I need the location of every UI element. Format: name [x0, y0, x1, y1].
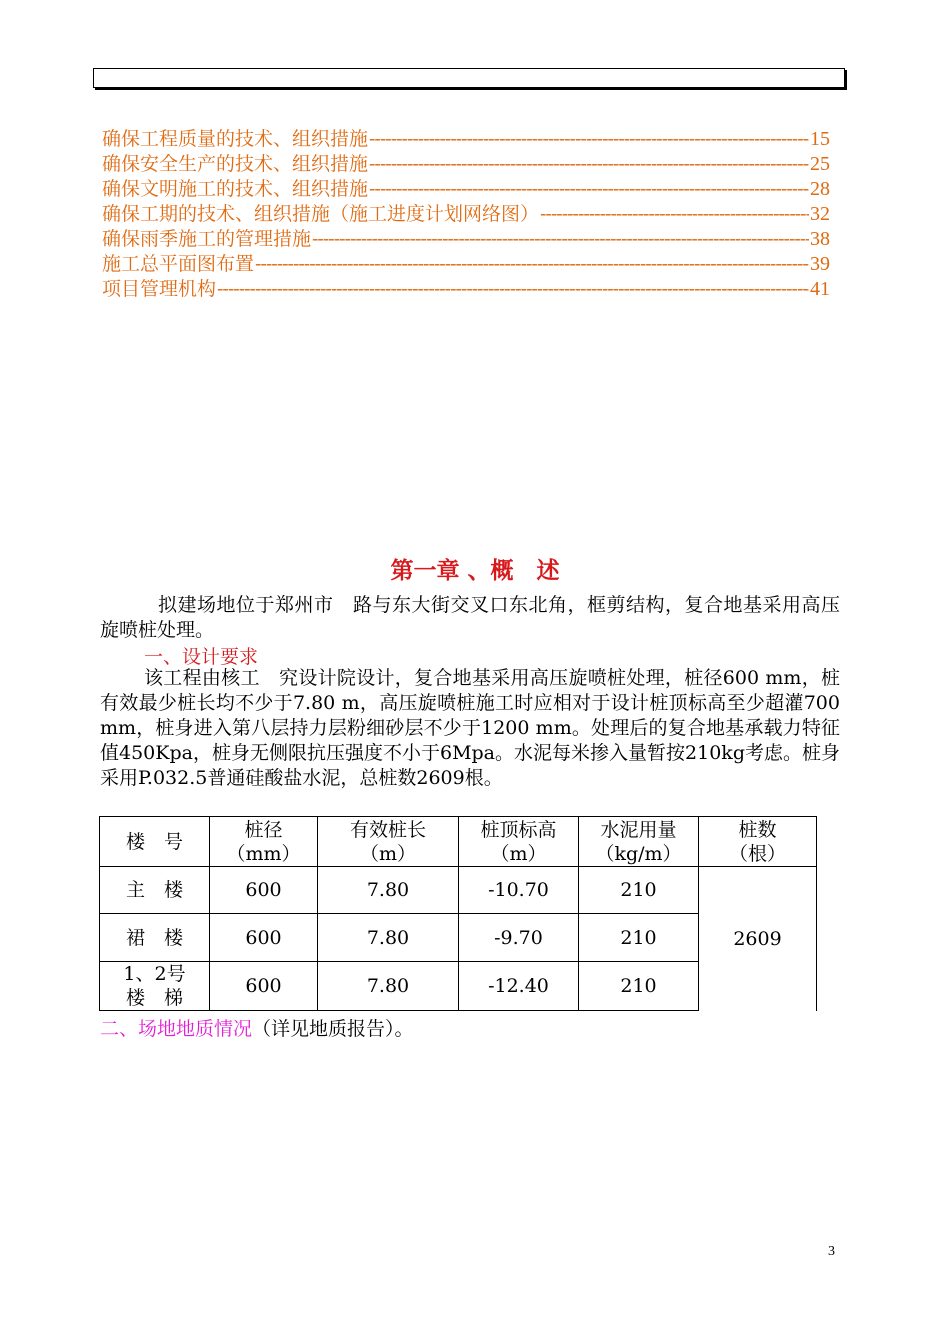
toc-entry-title: 项目管理机构: [102, 278, 217, 300]
length-cell: 7.80: [318, 867, 459, 914]
diameter-cell: 600: [210, 867, 318, 914]
table-row: [100, 867, 817, 914]
toc-entry-title: 确保工程质量的技术、组织措施: [102, 128, 369, 150]
chapter-title: 第一章 、概 述: [390, 558, 560, 584]
table-header-row: [100, 817, 817, 867]
toc-leader: [369, 178, 809, 200]
building-cell: 1、2号 楼 梯: [100, 962, 210, 1011]
cement-cell: 210: [579, 914, 699, 962]
section-heading-design: 一、设计要求: [144, 646, 259, 668]
toc-entry[interactable]: [102, 149, 830, 174]
pile-spec-table: [99, 816, 817, 1011]
toc-entry[interactable]: [102, 199, 830, 224]
design-requirements-paragraph: 该工程由核工 究设计院设计，复合地基采用高压旋喷桩处理，桩径600 mm，桩有效最少桩长均不少于7.80 m，高压旋喷桩施工时应相对于设计桩顶标高至少超灌700 mm，桩身进入第八层持力层粉细砂层不少于1200 mm。处理后的复合地基承载力特征值450Kpa，桩身无侧限抗压强度不小于6Mpa。水泥每米掺入量暂按210kg考虑。桩身采用P.032.5普通硅酸盐水泥，总桩数2609根。: [100, 667, 840, 789]
toc-entry[interactable]: [102, 124, 830, 149]
intro-paragraph: 拟建场地位于郑州市 路与东大街交叉口东北角，框剪结构，复合地基采用高压旋喷桩处理。: [100, 594, 840, 641]
toc-leader: [369, 153, 809, 175]
header-cell: 桩顶标高 （m）: [459, 817, 579, 867]
geology-heading-text: 二、场地地质情况: [100, 1018, 253, 1040]
header-cell: 桩径 （mm）: [210, 817, 318, 867]
toc-entry-page: 38: [810, 228, 830, 250]
toc-leader: [217, 278, 809, 300]
toc-entry[interactable]: [102, 274, 830, 299]
elevation-cell: -10.70: [459, 867, 579, 914]
toc-entry[interactable]: [102, 224, 830, 249]
table-of-contents: [102, 124, 830, 299]
section-heading-geology: [100, 1014, 414, 1041]
toc-entry-title: 确保安全生产的技术、组织措施: [102, 153, 369, 175]
header-cell: 桩数 （根）: [699, 817, 817, 867]
elevation-cell: -12.40: [459, 962, 579, 1011]
elevation-cell: -9.70: [459, 914, 579, 962]
toc-leader: [369, 128, 809, 150]
diameter-cell: 600: [210, 962, 318, 1011]
building-cell: 主 楼: [100, 867, 210, 914]
header-cell: 水泥用量 （kg/m）: [579, 817, 699, 867]
toc-entry-page: 15: [810, 128, 830, 150]
cement-cell: 210: [579, 962, 699, 1011]
header-box: [93, 68, 845, 88]
toc-entry-title: 施工总平面图布置: [102, 253, 255, 275]
toc-entry[interactable]: [102, 174, 830, 199]
header-cell: 楼 号: [100, 817, 210, 867]
header-cell: 有效桩长 （m）: [318, 817, 459, 867]
total-piles-cell: 2609: [699, 867, 817, 1011]
toc-entry-page: 39: [810, 253, 830, 275]
toc-entry-page: 41: [810, 278, 830, 300]
toc-entry-page: 32: [810, 203, 830, 225]
toc-entry[interactable]: [102, 249, 830, 274]
toc-entry-title: 确保工期的技术、组织措施（施工进度计划网络图）: [102, 203, 540, 225]
toc-leader: [540, 203, 809, 225]
page-number: 3: [828, 1244, 835, 1259]
toc-entry-page: 28: [810, 178, 830, 200]
toc-entry-page: 25: [810, 153, 830, 175]
toc-leader: [255, 253, 809, 275]
length-cell: 7.80: [318, 962, 459, 1011]
diameter-cell: 600: [210, 914, 318, 962]
cement-cell: 210: [579, 867, 699, 914]
toc-leader: [312, 228, 809, 250]
geology-note: （详见地质报告）。: [252, 1018, 414, 1040]
building-cell: 裙 楼: [100, 914, 210, 962]
toc-entry-title: 确保文明施工的技术、组织措施: [102, 178, 369, 200]
length-cell: 7.80: [318, 914, 459, 962]
toc-entry-title: 确保雨季施工的管理措施: [102, 228, 312, 250]
